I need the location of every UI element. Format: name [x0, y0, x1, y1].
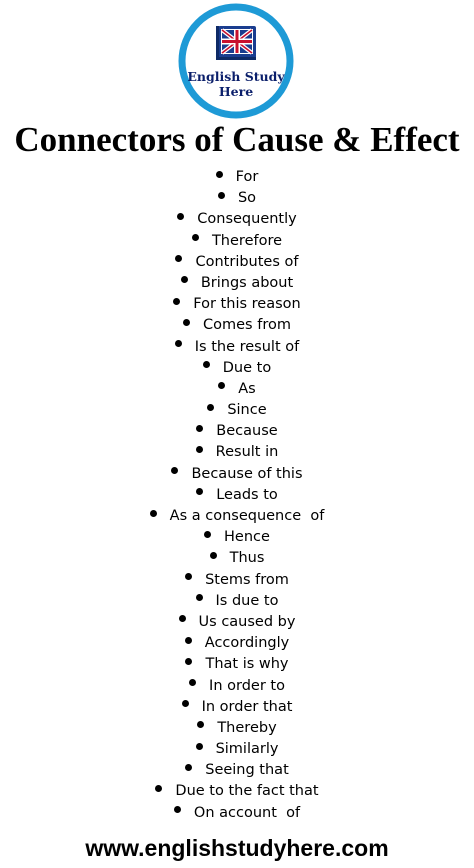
bullet-icon	[204, 531, 211, 538]
list-item-text: Since	[227, 402, 267, 419]
list-item	[0, 273, 474, 294]
page-title: Connectors of Cause & Effect	[14, 120, 460, 159]
list-item-text: Similarly	[215, 741, 279, 758]
bullet-icon	[150, 510, 157, 517]
list-item	[0, 548, 474, 569]
list-item	[0, 231, 474, 252]
bullet-icon	[171, 467, 178, 474]
bullet-icon	[196, 446, 203, 453]
list-item	[0, 209, 474, 230]
bullet-icon	[175, 340, 182, 347]
bullet-icon	[210, 552, 217, 559]
list-item-text: For	[235, 169, 259, 185]
logo-text-line1: English Study	[187, 69, 285, 84]
list-item-text: In order that	[201, 698, 293, 715]
list-item	[0, 506, 474, 527]
bullet-icon	[185, 637, 192, 644]
list-item-text: On account of	[193, 804, 301, 821]
list-item	[0, 315, 474, 336]
list-item	[0, 676, 474, 697]
bullet-icon	[182, 700, 189, 707]
list-item-text: Hence	[224, 529, 270, 546]
bullet-icon	[185, 764, 192, 771]
list-item	[0, 527, 474, 548]
list-item	[0, 612, 474, 633]
bullet-icon	[185, 573, 192, 580]
list-item	[0, 633, 474, 654]
bullet-icon	[192, 234, 199, 241]
list-item-text: Contributes of	[195, 253, 299, 270]
list-item-text: Thus	[229, 550, 265, 567]
list-item	[0, 252, 474, 273]
bullet-icon	[196, 425, 203, 432]
list-item-text: Thereby	[217, 719, 277, 736]
bullet-icon	[173, 298, 180, 305]
list-item-text: In order to	[209, 677, 285, 694]
bullet-icon	[203, 361, 210, 368]
connector-list	[0, 167, 474, 824]
list-item-text: For this reason	[193, 296, 301, 313]
bullet-icon	[174, 806, 181, 813]
bullet-icon	[196, 743, 203, 750]
list-item	[0, 591, 474, 612]
bullet-icon	[218, 382, 225, 389]
list-item-text: Due to the fact that	[175, 783, 319, 800]
site-logo	[172, 2, 300, 120]
bullet-icon	[207, 404, 214, 411]
list-item	[0, 760, 474, 781]
list-item-text: Due to	[222, 359, 272, 376]
book-flag-icon	[216, 26, 256, 60]
list-item-text: Leads to	[216, 486, 278, 503]
list-item-text: Stems from	[205, 571, 289, 588]
bullet-icon	[179, 615, 186, 622]
list-item	[0, 697, 474, 718]
list-item-text: Us caused by	[198, 613, 296, 630]
logo-text-line2: Here	[218, 84, 254, 99]
list-item	[0, 570, 474, 591]
footer-website: www.englishstudyhere.com	[85, 835, 389, 861]
list-item-text: Is the result of	[194, 338, 300, 355]
list-item-text: So	[237, 190, 257, 207]
list-item-text: Accordingly	[204, 635, 290, 652]
bullet-icon	[181, 276, 188, 283]
list-item-text: Brings about	[200, 274, 294, 291]
list-item	[0, 654, 474, 675]
list-item-text: Result in	[215, 444, 279, 461]
list-item-text: That is why	[205, 656, 289, 673]
list-item	[0, 294, 474, 315]
list-item-text: Is due to	[215, 592, 279, 609]
bullet-icon	[218, 192, 225, 199]
list-item-text: Because of this	[191, 465, 303, 482]
list-item-text: Therefore	[211, 232, 283, 249]
list-item	[0, 442, 474, 463]
bullet-icon	[216, 171, 223, 178]
bullet-icon	[196, 488, 203, 495]
list-item	[0, 188, 474, 209]
list-item-text: Because	[216, 423, 278, 440]
bullet-icon	[189, 679, 196, 686]
list-item	[0, 337, 474, 358]
logo-badge-icon	[172, 2, 300, 120]
list-item	[0, 167, 474, 188]
list-item	[0, 739, 474, 760]
list-item	[0, 803, 474, 824]
list-item	[0, 400, 474, 421]
list-item	[0, 718, 474, 739]
list-item-text: As	[238, 380, 256, 397]
list-item	[0, 781, 474, 802]
list-item	[0, 485, 474, 506]
bullet-icon	[197, 721, 204, 728]
bullet-icon	[183, 319, 190, 326]
list-item-text: As a consequence of	[169, 508, 325, 524]
bullet-icon	[175, 255, 182, 262]
bullet-icon	[155, 785, 162, 792]
list-item-text: Seeing that	[205, 762, 289, 779]
bullet-icon	[196, 594, 203, 601]
list-item-text: Comes from	[203, 317, 291, 334]
list-item-text: Consequently	[197, 211, 297, 228]
list-item	[0, 464, 474, 485]
bullet-icon	[177, 213, 184, 220]
bullet-icon	[185, 658, 192, 665]
list-item	[0, 421, 474, 442]
list-item	[0, 379, 474, 400]
list-item	[0, 358, 474, 379]
